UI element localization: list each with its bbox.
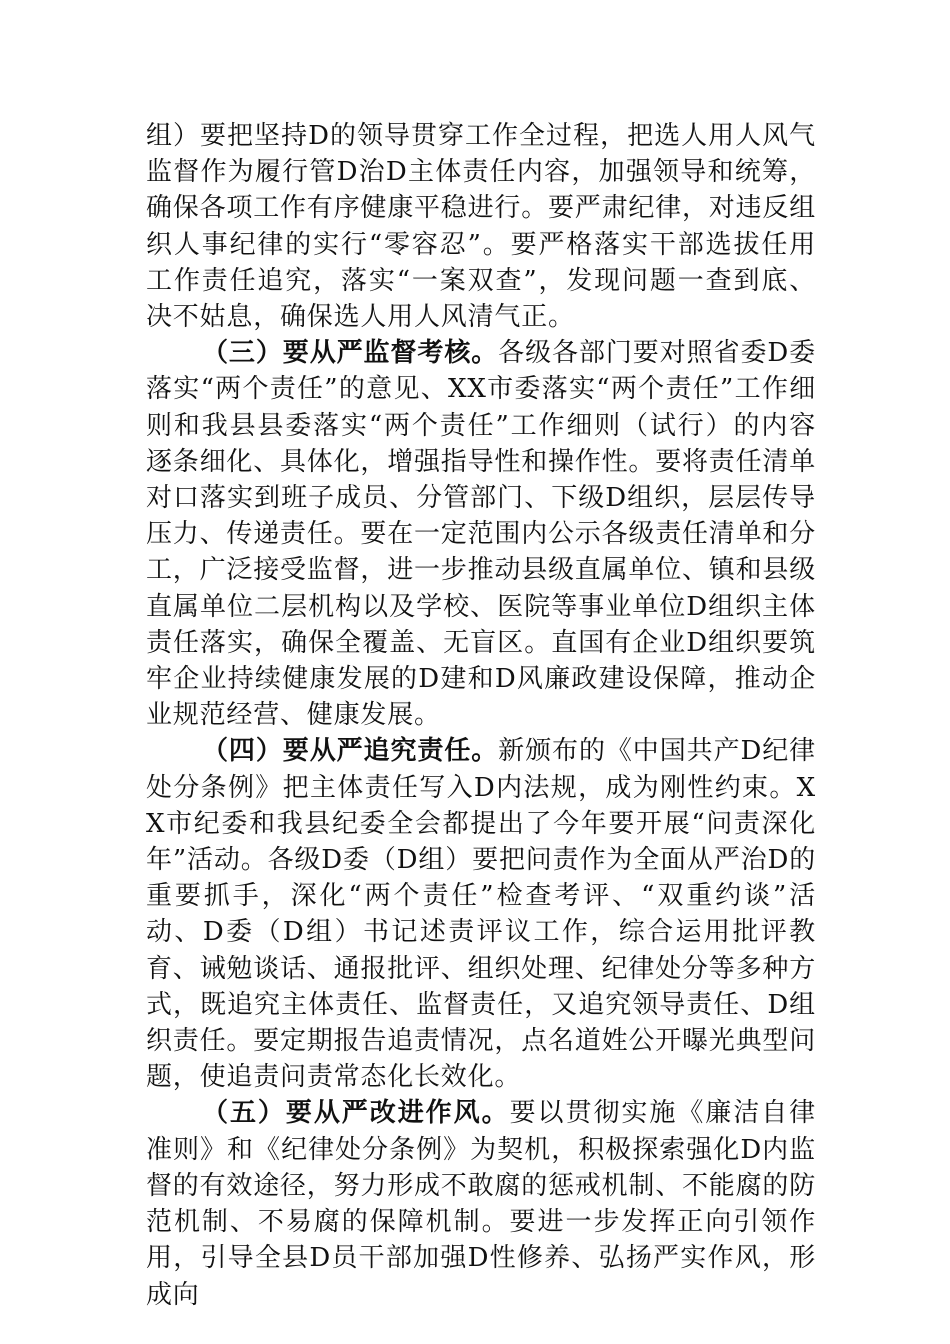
document-body [146, 118, 816, 1313]
paragraph-3-text: 新颁布的《中国共产D纪律处分条例》把主体责任写入D内法规，成为刚性约束。XX市纪委和我县纪委全会都提出了今年要开展“问责深化年”活动。各级D委（D组）要把问责作为全面从严治D的重要抓手，深化“两个责任”检查考评、“双重约谈”活动、D委（D组）书记述责评议工作，综合运用批评教育、诫勉谈话、通报批评、组织处理、纪律处分等多种方式，既追究主体责任、监督责任，又追究领导责任、D组织责任。要定期报告追责情况，点名道姓公开曝光典型问题，使追责问责常态化长效化。 [146, 736, 817, 1093]
paragraph-4-lead: （五）要从严改进作风。 [202, 1098, 510, 1129]
paragraph-2 [146, 335, 816, 733]
paragraph-2-lead: （三）要从严监督考核。 [202, 338, 499, 369]
paragraph-1 [146, 118, 816, 335]
paragraph-2-text: 各级各部门要对照省委D委落实“两个责任”的意见、XX市委落实“两个责任”工作细则和我县县委落实“两个责任”工作细则（试行）的内容逐条细化、具体化，增强指导性和操作性。要将责任清单对口落实到班子成员、分管部门、下级D组织，层层传导压力、传递责任。要在一定范围内公示各级责任清单和分工，广泛接受监督，进一步推动县级直属单位、镇和县级直属单位二层机构以及学校、医院等事业单位D组织主体责任落实，确保全覆盖、无盲区。直国有企业D组织要筑牢企业持续健康发展的D建和D风廉政建设保障，推动企业规范经营、健康发展。 [146, 338, 817, 731]
paragraph-4-text: 要以贯彻实施《廉洁自律准则》和《纪律处分条例》为契机，积极探索强化D内监督的有效途径，努力形成不敢腐的惩戒机制、不能腐的防范机制、不易腐的保障机制。要进一步发挥正向引领作用，引导全县D员干部加强D性修养、弘扬严实作风，形成向 [146, 1098, 817, 1310]
paragraph-3 [146, 733, 816, 1095]
paragraph-1-text: 组）要把坚持D的领导贯穿工作全过程，把选人用人风气监督作为履行管D治D主体责任内容，加强领导和统筹，确保各项工作有序健康平稳进行。要严肃纪律，对违反组织人事纪律的实行“零容忍”。要严格落实干部选拔任用工作责任追究，落实“一案双查”，发现问题一查到底、决不姑息，确保选人用人风清气正。 [146, 121, 817, 333]
paragraph-4 [146, 1095, 816, 1312]
paragraph-3-lead: （四）要从严追究责任。 [202, 736, 499, 767]
